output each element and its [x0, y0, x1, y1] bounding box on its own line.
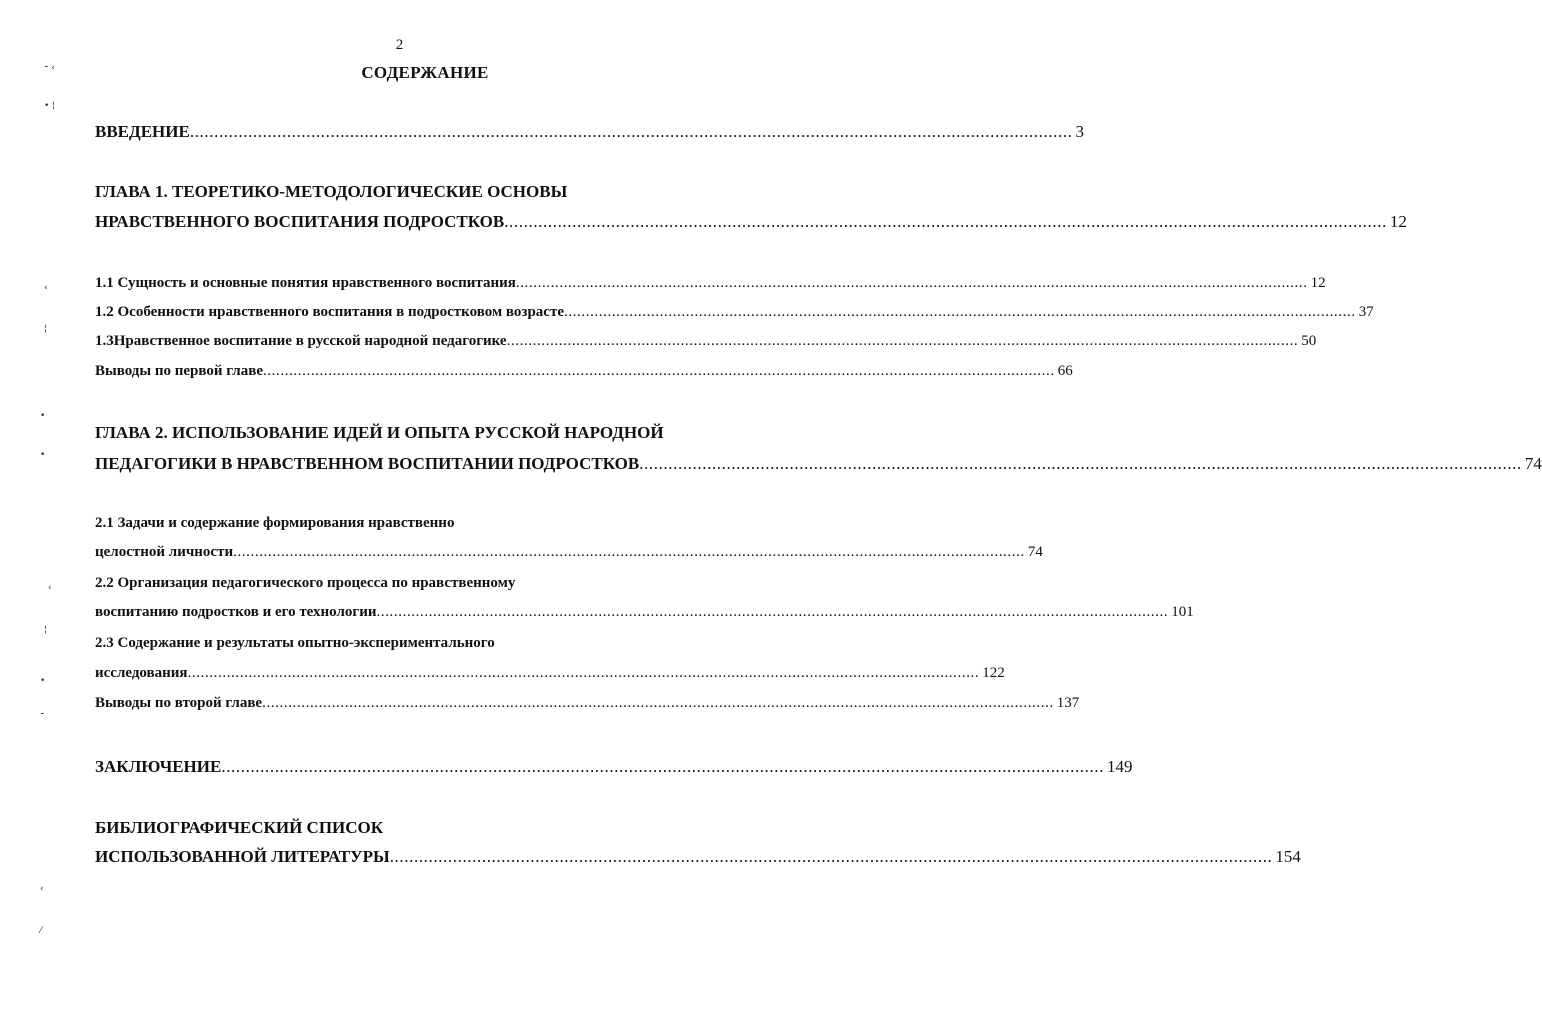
scan-mark: • ¦	[44, 101, 56, 111]
scan-mark: ‹	[40, 884, 44, 894]
toc-entry-2-3-line1[interactable]: 2.3 Содержание и результаты опытно-экспериментального	[95, 635, 495, 651]
toc-entry-chapter1[interactable]	[95, 212, 1407, 232]
toc-page-number: 154	[1275, 847, 1301, 866]
chapter1-heading-line1[interactable]: ГЛАВА 1. ТЕОРЕТИКО-МЕТОДОЛОГИЧЕСКИЕ ОСНОВЫ	[95, 182, 568, 201]
toc-page-number: 101	[1171, 604, 1194, 620]
scan-mark: ‹	[48, 583, 52, 593]
dot-leader: ......................................................................................................................................................................................	[506, 333, 1299, 349]
toc-entry-bibliography[interactable]	[95, 847, 1301, 867]
scan-mark: ⁄	[40, 926, 42, 936]
toc-entry-label: воспитанию подростков и его технологии	[95, 604, 377, 620]
toc-page-number: 37	[1358, 304, 1374, 320]
dot-leader: ......................................................................................................................................................................................	[262, 363, 1055, 379]
toc-entry-label: ПЕДАГОГИКИ В НРАВСТВЕННОМ ВОСПИТАНИИ ПОДРОСТКОВ	[95, 454, 640, 473]
toc-page-number: 74	[1524, 454, 1542, 473]
toc-entry-label: ВВЕДЕНИЕ	[95, 122, 190, 141]
toc-entry-label: ИСПОЛЬЗОВАННОЙ ЛИТЕРАТУРЫ	[95, 847, 390, 866]
toc-page-number: 12	[1389, 212, 1407, 231]
toc-entry-2-2[interactable]	[95, 604, 1194, 621]
dot-leader: ......................................................................................................................................................................................	[389, 847, 1273, 866]
toc-entry-chapter2[interactable]	[95, 454, 1542, 474]
scan-mark: ‹	[44, 283, 48, 293]
toc-page-number: 12	[1310, 275, 1326, 291]
scan-mark: •	[40, 411, 46, 421]
toc-entry-label: Выводы по первой главе	[95, 363, 263, 379]
bibliography-heading-line1[interactable]: БИБЛИОГРАФИЧЕСКИЙ СПИСОК	[95, 818, 384, 837]
toc-entry-conclusion[interactable]	[95, 757, 1133, 777]
toc-entry-2-1[interactable]	[95, 544, 1043, 561]
toc-entry-label: целостной личности	[95, 544, 234, 560]
toc-entry-label: НРАВСТВЕННОГО ВОСПИТАНИЯ ПОДРОСТКОВ	[95, 212, 505, 231]
toc-entry-label: исследования	[95, 665, 188, 681]
toc-page-number: 66	[1057, 363, 1073, 379]
scan-mark: •	[40, 676, 46, 686]
toc-entry-label: Выводы по второй главе	[95, 695, 263, 711]
toc-entry-intro[interactable]	[95, 122, 1085, 142]
scan-mark: ⁃	[40, 710, 45, 720]
dot-leader: ......................................................................................................................................................................................	[189, 122, 1073, 141]
toc-entry-1-summary[interactable]	[95, 363, 1073, 380]
dot-leader: ......................................................................................................................................................................................	[563, 304, 1356, 320]
toc-entry-label: 1.1 Сущность и основные понятия нравственного воспитания	[95, 275, 516, 291]
dot-leader: ......................................................................................................................................................................................	[515, 275, 1308, 291]
dot-leader: ......................................................................................................................................................................................	[221, 757, 1105, 776]
scan-mark: ¦	[44, 625, 48, 635]
dot-leader: ......................................................................................................................................................................................	[187, 665, 980, 681]
toc-entry-label: 1.2 Особенности нравственного воспитания в подростковом возрасте	[95, 304, 564, 320]
dot-leader: ......................................................................................................................................................................................	[639, 454, 1522, 473]
dot-leader: ......................................................................................................................................................................................	[262, 695, 1054, 711]
dot-leader: ......................................................................................................................................................................................	[233, 544, 1025, 560]
toc-entry-2-1-line1[interactable]: 2.1 Задачи и содержание формирования нравственно	[95, 515, 455, 531]
toc-page-number: 137	[1056, 695, 1080, 711]
scan-mark: ⁃ ‹	[44, 63, 55, 73]
toc-entry-1-3[interactable]	[95, 333, 1317, 350]
toc-page-number: 149	[1107, 757, 1133, 776]
dot-leader: ......................................................................................................................................................................................	[504, 212, 1387, 231]
toc-entry-2-3[interactable]	[95, 665, 1005, 682]
toc-page-number: 3	[1075, 122, 1085, 141]
toc-page-number: 74	[1027, 544, 1043, 560]
toc-entry-2-2-line1[interactable]: 2.2 Организация педагогического процесса по нравственному	[95, 575, 516, 591]
page-title: СОДЕРЖАНИЕ	[361, 63, 489, 82]
dot-leader: ......................................................................................................................................................................................	[376, 604, 1169, 620]
chapter2-heading-line1[interactable]: ГЛАВА 2. ИСПОЛЬЗОВАНИЕ ИДЕЙ И ОПЫТА РУССКОЙ НАРОДНОЙ	[95, 423, 664, 442]
toc-entry-label: 1.3Нравственное воспитание в русской народной педагогике	[95, 333, 507, 349]
toc-entry-1-1[interactable]	[95, 275, 1326, 292]
toc-page-number: 122	[982, 665, 1005, 681]
toc-entry-1-2[interactable]	[95, 304, 1374, 321]
toc-entry-2-summary[interactable]	[95, 695, 1080, 712]
toc-page-number: 50	[1301, 333, 1317, 349]
toc-entry-label: ЗАКЛЮЧЕНИЕ	[95, 757, 222, 776]
scan-mark: •	[40, 450, 46, 460]
scan-mark: ¦	[44, 324, 48, 334]
page-number: 2	[395, 37, 404, 53]
